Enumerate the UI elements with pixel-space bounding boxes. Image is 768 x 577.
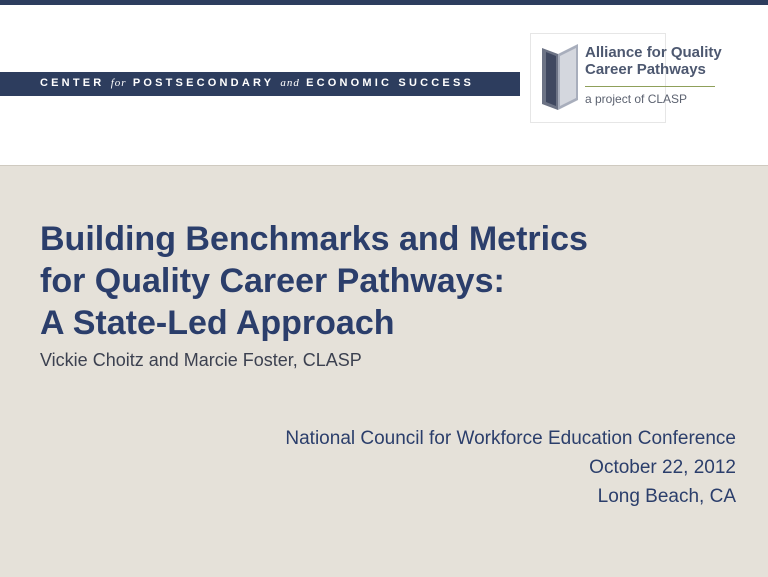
logo-divider [585,86,715,87]
title-line-1: Building Benchmarks and Metrics [40,220,588,258]
authors: Vickie Choitz and Marcie Foster, CLASP [40,350,362,370]
center-banner [0,72,520,96]
logo-subtitle: a project of CLASP [585,92,688,106]
banner-word-for: for [110,77,127,89]
logo-title [585,44,722,78]
conference-date: October 22, 2012 [589,457,736,478]
logo-title-line2: Career Pathways [585,61,706,78]
conference-info [285,424,736,511]
slide-title [40,218,588,344]
banner-word-economic-success: ECONOMIC SUCCESS [306,77,475,89]
title-line-3: A State-Led Approach [40,304,395,342]
banner-word-and: and [280,77,300,89]
logo-title-line1: Alliance for Quality [585,44,722,61]
banner-word-center: CENTER [40,77,105,89]
title-line-2: for Quality Career Pathways: [40,262,505,300]
logo-mark-icon [538,40,582,116]
center-banner-text [40,77,474,89]
conference-name: National Council for Workforce Education Conference [285,428,736,449]
banner-word-postsecondary: POSTSECONDARY [132,77,275,89]
conference-location: Long Beach, CA [597,486,736,507]
